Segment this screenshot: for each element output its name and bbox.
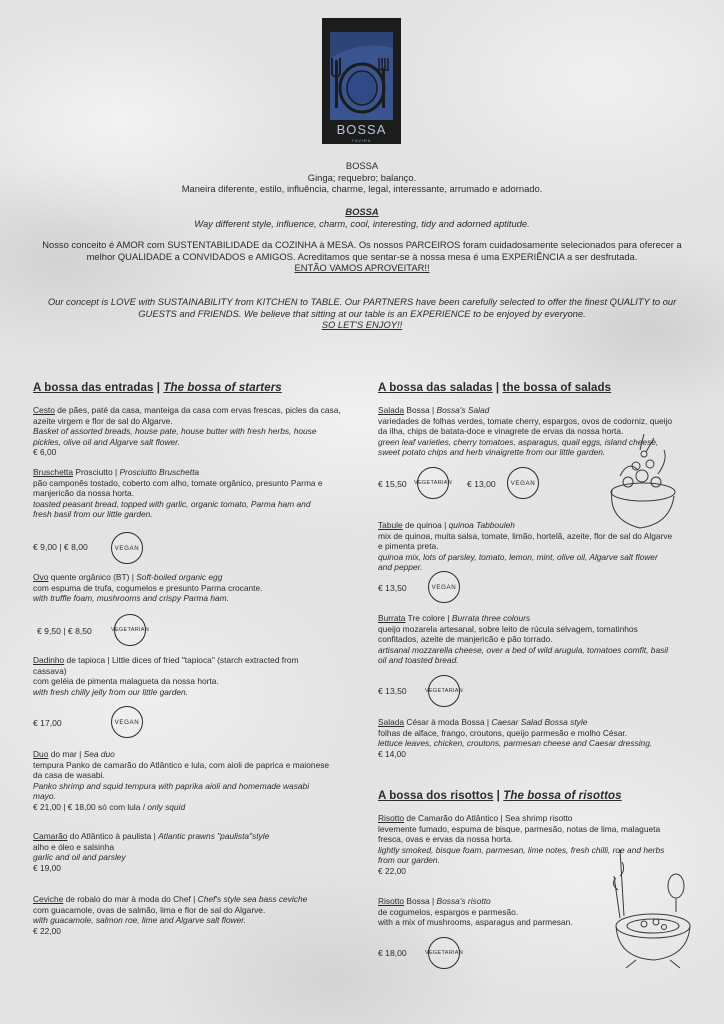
item-desc: pão camponês tostado, coberto com alho, tomate orgânico, presunto Parma e bbox=[33, 477, 323, 488]
item-price: € 22,00 bbox=[33, 925, 61, 936]
item-name: Cesto bbox=[33, 405, 55, 415]
menu-item-cesto bbox=[33, 405, 351, 458]
item-subtitle-en: Sea duo bbox=[83, 749, 115, 759]
item-price: € 9,50 | € 8,50 bbox=[37, 626, 92, 636]
item-desc-en: pickles, olive oil and Algarve salt flower. bbox=[33, 436, 180, 447]
logo-name: BOSSA bbox=[336, 122, 387, 137]
concept-en-line2: GUESTS and FRIENDS. We believe that sitting at our table is an EXPERIENCE to be enjoyed by everyone. bbox=[138, 307, 586, 319]
bossa-logo bbox=[322, 18, 401, 144]
vegetarian-badge-icon: VEGETARIAN bbox=[428, 937, 460, 969]
item-desc-en: toasted peasant bread, topped with garlic, organic tomato, Parma ham and bbox=[33, 498, 311, 509]
item-desc: mix de quinoa, muita salsa, tomate, limão, hortelã, azeite, flor de sal do Algarve bbox=[378, 530, 673, 541]
item-desc: com guacamole, ovas de salmão, lima e flor de sal do Algarve. bbox=[33, 904, 266, 915]
item-desc: de pães, paté da casa, manteiga da casa com ervas frescas, picles da casa, bbox=[54, 405, 341, 415]
item-price: € 19,00 bbox=[33, 862, 61, 873]
item-subtitle: de Camarão do Atlântico | Sea shrimp risotto bbox=[404, 813, 573, 823]
vegetarian-badge-icon: VEGETARIAN bbox=[417, 467, 449, 499]
intro-title: BOSSA bbox=[345, 160, 379, 171]
item-desc-en: from our garden. bbox=[378, 855, 440, 865]
item-desc-en: garlic and oil and parsley bbox=[33, 852, 126, 862]
item-subtitle-en: Soft-boiled organic egg bbox=[136, 572, 223, 582]
item-desc: confitados, azeite de manjericão e pão torrado. bbox=[378, 634, 553, 644]
concept-pt-line2: melhor QUALIDADE a CONVIDADOS e AMIGOS. Acreditamos que sentar-se à nossa mesa é uma EXPERIÊNCIA a ser desfrutada. bbox=[86, 250, 638, 262]
item-subtitle: quente orgânico (BT) | bbox=[48, 572, 137, 582]
risottos-title-en: The bossa of risottos bbox=[503, 790, 622, 802]
item-desc-en: sweet potato chips and herb vinaigrette from our little garden. bbox=[378, 447, 606, 457]
menu-item-bruschetta bbox=[33, 467, 351, 520]
logo-subtitle: TAVIRA bbox=[351, 138, 372, 143]
intro-definition bbox=[20, 160, 704, 195]
starters-heading bbox=[33, 382, 282, 394]
menu-item-duo bbox=[33, 749, 353, 812]
risottos-title-pt: A bossa dos risottos bbox=[378, 790, 494, 802]
item-name: Tabule bbox=[378, 520, 403, 530]
item-desc-en: artisanal mozzarella cheese, over a bed of wild arugula, tomatoes comfit, basil bbox=[378, 644, 669, 655]
intro-synonyms: Ginga; requebro; balanço. bbox=[307, 171, 417, 183]
item-desc: e pimenta preta. bbox=[378, 541, 439, 551]
item-desc: queijo mozarela artesanal, sobre leito de rúcula selvagem, tomatinhos bbox=[378, 623, 638, 634]
menu-item-camarao bbox=[33, 831, 351, 873]
item-desc: variedades de folhas verdes, tomate cherry, espargos, ovos de codorniz, queijo bbox=[378, 415, 673, 426]
item-subtitle: Prosciutto | bbox=[73, 467, 120, 477]
item-price-vegan: € 13,00 bbox=[467, 479, 496, 489]
intro-title-en: BOSSA bbox=[345, 206, 379, 217]
item-price: € 22,00 bbox=[378, 865, 406, 876]
item-desc: de cogumelos, espargos e parmesão. bbox=[378, 906, 519, 917]
item-name: Duo bbox=[33, 749, 49, 759]
item-desc-en: quinoa mix, lots of parsley, tomato, lemon, mint, olive oil, Algarve salt flower bbox=[378, 551, 658, 562]
item-desc: com espuma de trufa, cogumelos e presunto Parma crocante. bbox=[33, 582, 263, 593]
vegetarian-badge-icon: VEGETARIAN bbox=[114, 614, 146, 646]
salads-title-sep: | bbox=[492, 382, 503, 394]
item-subtitle-en: Prosciutto Bruschetta bbox=[119, 467, 200, 477]
item-name: Risotto bbox=[378, 896, 405, 906]
item-subtitle-en: Caesar Salad Bossa style bbox=[491, 717, 588, 727]
item-name: Risotto bbox=[378, 813, 405, 823]
item-price: € 14,00 bbox=[378, 748, 406, 759]
concept-en bbox=[20, 296, 704, 331]
item-name: Salada bbox=[378, 717, 405, 727]
item-price: € 15,50 bbox=[378, 479, 407, 489]
item-desc: alho e óleo e salsinha bbox=[33, 841, 115, 852]
item-desc-en: lightly smoked, bisque foam, parmesan, lime notes, fresh chilli, roe and herbs bbox=[378, 844, 665, 855]
item-name: Ceviche bbox=[33, 894, 64, 904]
item-subtitle-en: Chef's style sea bass ceviche bbox=[197, 894, 308, 904]
risottos-title-sep: | bbox=[493, 790, 504, 802]
concept-pt bbox=[20, 239, 704, 274]
risottos-heading bbox=[378, 790, 622, 802]
item-price: € 17,00 bbox=[33, 718, 62, 728]
concept-en-line1: Our concept is LOVE with SUSTAINABILITY from KITCHEN to TABLE. Our PARTNERS have been carefully selected to offer the finest QUALITY to our bbox=[47, 296, 677, 307]
item-subtitle: do Atlântico à paulista | bbox=[67, 831, 159, 841]
concept-pt-line3: ENTÃO VAMOS APROVEITAR!! bbox=[294, 262, 430, 274]
item-desc: fresca, ovas e ervas da nossa horta. bbox=[378, 834, 514, 844]
item-desc-en: with truffle foam, mushrooms and crispy Parma ham. bbox=[33, 593, 229, 603]
item-subtitle: do mar | bbox=[48, 749, 84, 759]
item-desc-en: lettuce leaves, chicken, croutons, parmesan cheese and Caesar dressing. bbox=[378, 738, 653, 748]
item-subtitle: Tre colore | bbox=[405, 613, 452, 623]
item-desc-en: with fresh chilly jelly from our little garden. bbox=[33, 686, 188, 697]
item-subtitle-en: Bossa's Salad bbox=[436, 405, 490, 415]
item-name: Bruschetta bbox=[33, 467, 74, 477]
item-name: Burrata bbox=[378, 613, 406, 623]
starters-title-pt: A bossa das entradas bbox=[33, 382, 154, 394]
item-subtitle: de quinoa | bbox=[402, 520, 449, 530]
item-desc: cassava) bbox=[33, 665, 67, 676]
menu-item-salada-cesar bbox=[378, 717, 698, 759]
item-name: Ovo bbox=[33, 572, 49, 582]
salads-title-en: the bossa of salads bbox=[502, 382, 612, 394]
item-price: € 9,00 | € 8,00 bbox=[33, 542, 88, 552]
item-desc: manjericão da nossa horta. bbox=[33, 488, 135, 498]
item-name: Salada bbox=[378, 405, 405, 415]
salads-heading bbox=[378, 382, 611, 394]
vegetarian-badge-icon: VEGETARIAN bbox=[428, 675, 460, 707]
concept-pt-line1: Nosso conceito é AMOR com SUSTENTABILIDADE da COZINHA à MESA. Os nossos PARCEIROS foram cuidadosamente selecionados para oferecer a bbox=[42, 239, 682, 250]
menu-item-tabule bbox=[378, 520, 698, 573]
intro-description-en: Way different style, influence, charm, cool, interesting, tidy and adorned aptitude. bbox=[194, 217, 530, 229]
vegan-badge-icon: VEGAN bbox=[507, 467, 539, 499]
item-desc: folhas de alface, frango, croutons, queijo parmesão e molho César. bbox=[378, 727, 628, 738]
item-desc-en: Basket of assorted breads, house pate, house butter with fresh herbs, house bbox=[33, 426, 317, 436]
item-name: Camarão bbox=[33, 831, 68, 841]
menu-item-ceviche bbox=[33, 894, 351, 936]
intro-description-pt: Maneira diferente, estilo, influência, charme, legal, interessante, arrumado e adornado. bbox=[181, 183, 543, 195]
intro-definition-en bbox=[20, 206, 704, 229]
price-note: só com lula / bbox=[95, 801, 148, 812]
menu-item-ovo bbox=[33, 572, 351, 604]
item-desc-en: oil and toasted bread. bbox=[378, 655, 459, 665]
item-price: € 18,00 bbox=[378, 948, 407, 958]
item-price: € 13,50 bbox=[378, 583, 407, 593]
item-subtitle: de tapioca | Little dices of fried "tapioca" (starch extracted from bbox=[64, 655, 299, 665]
vegan-badge-icon: VEGAN bbox=[111, 706, 143, 738]
salads-title-pt: A bossa das saladas bbox=[378, 382, 493, 394]
concept-en-line3: SO LET'S ENJOY!! bbox=[321, 319, 403, 331]
item-subtitle-en: Bossa's risotto bbox=[436, 896, 491, 906]
risotto-sketch-icon bbox=[606, 846, 698, 970]
item-desc: da ilha, chips de batata-doce e vinagrete de ervas da nossa horta. bbox=[378, 426, 624, 436]
item-desc: levemente fumado, espuma de bisque, parmesão, notas de lima, malagueta bbox=[378, 823, 661, 834]
item-price: € 21,00 | € 18,00 bbox=[33, 801, 96, 812]
starters-title-en: The bossa of starters bbox=[163, 382, 282, 394]
item-subtitle: Bossa | bbox=[404, 896, 437, 906]
item-desc-en: green leaf varieties, cherry tomatoes, asparagus, quail eggs, island cheese, bbox=[378, 436, 659, 447]
item-subtitle-en: Burrata three colours bbox=[451, 613, 531, 623]
item-subtitle: Bossa | bbox=[404, 405, 437, 415]
item-price: € 6,00 bbox=[33, 447, 57, 457]
item-subtitle: de robalo do mar à moda do Chef | bbox=[63, 894, 198, 904]
item-desc: tempura Panko de camarão do Atlântico e lula, com aioli de paprica e maionese bbox=[33, 759, 330, 770]
salad-sketch-icon bbox=[598, 430, 682, 534]
menu-item-dadinho bbox=[33, 655, 351, 697]
item-subtitle-en: quinoa Tabbouleh bbox=[448, 520, 515, 530]
item-desc-en: and pepper. bbox=[378, 562, 423, 572]
item-desc-en: mayo. bbox=[33, 791, 56, 801]
item-desc-en: Panko shrimp and squid tempura with paprika aioli and homemade wasabi bbox=[33, 780, 310, 791]
item-desc: azeite virgem e flor de sal do Algarve. bbox=[33, 415, 173, 426]
price-note-en: only squid bbox=[147, 801, 186, 812]
menu-item-burrata bbox=[378, 613, 698, 666]
vegan-badge-icon: VEGAN bbox=[111, 532, 143, 564]
vegan-badge-icon: VEGAN bbox=[428, 571, 460, 603]
item-subtitle-en: Atlantic prawns "paulista"style bbox=[158, 831, 270, 841]
item-desc: com geléia de pimenta malagueta da nossa horta. bbox=[33, 676, 219, 686]
item-desc: with a mix of mushrooms, asparagus and parmesan. bbox=[378, 917, 573, 927]
item-subtitle: César à moda Bossa | bbox=[404, 717, 492, 727]
starters-title-sep: | bbox=[153, 382, 164, 394]
item-name: Dadinho bbox=[33, 655, 65, 665]
item-desc-en: with guacamole, salmon roe, lime and Algarve salt flower. bbox=[33, 915, 247, 925]
item-desc: da casa de wasabi. bbox=[33, 770, 105, 780]
item-price: € 13,50 bbox=[378, 686, 407, 696]
item-desc-en: fresh basil from our little garden. bbox=[33, 509, 153, 519]
